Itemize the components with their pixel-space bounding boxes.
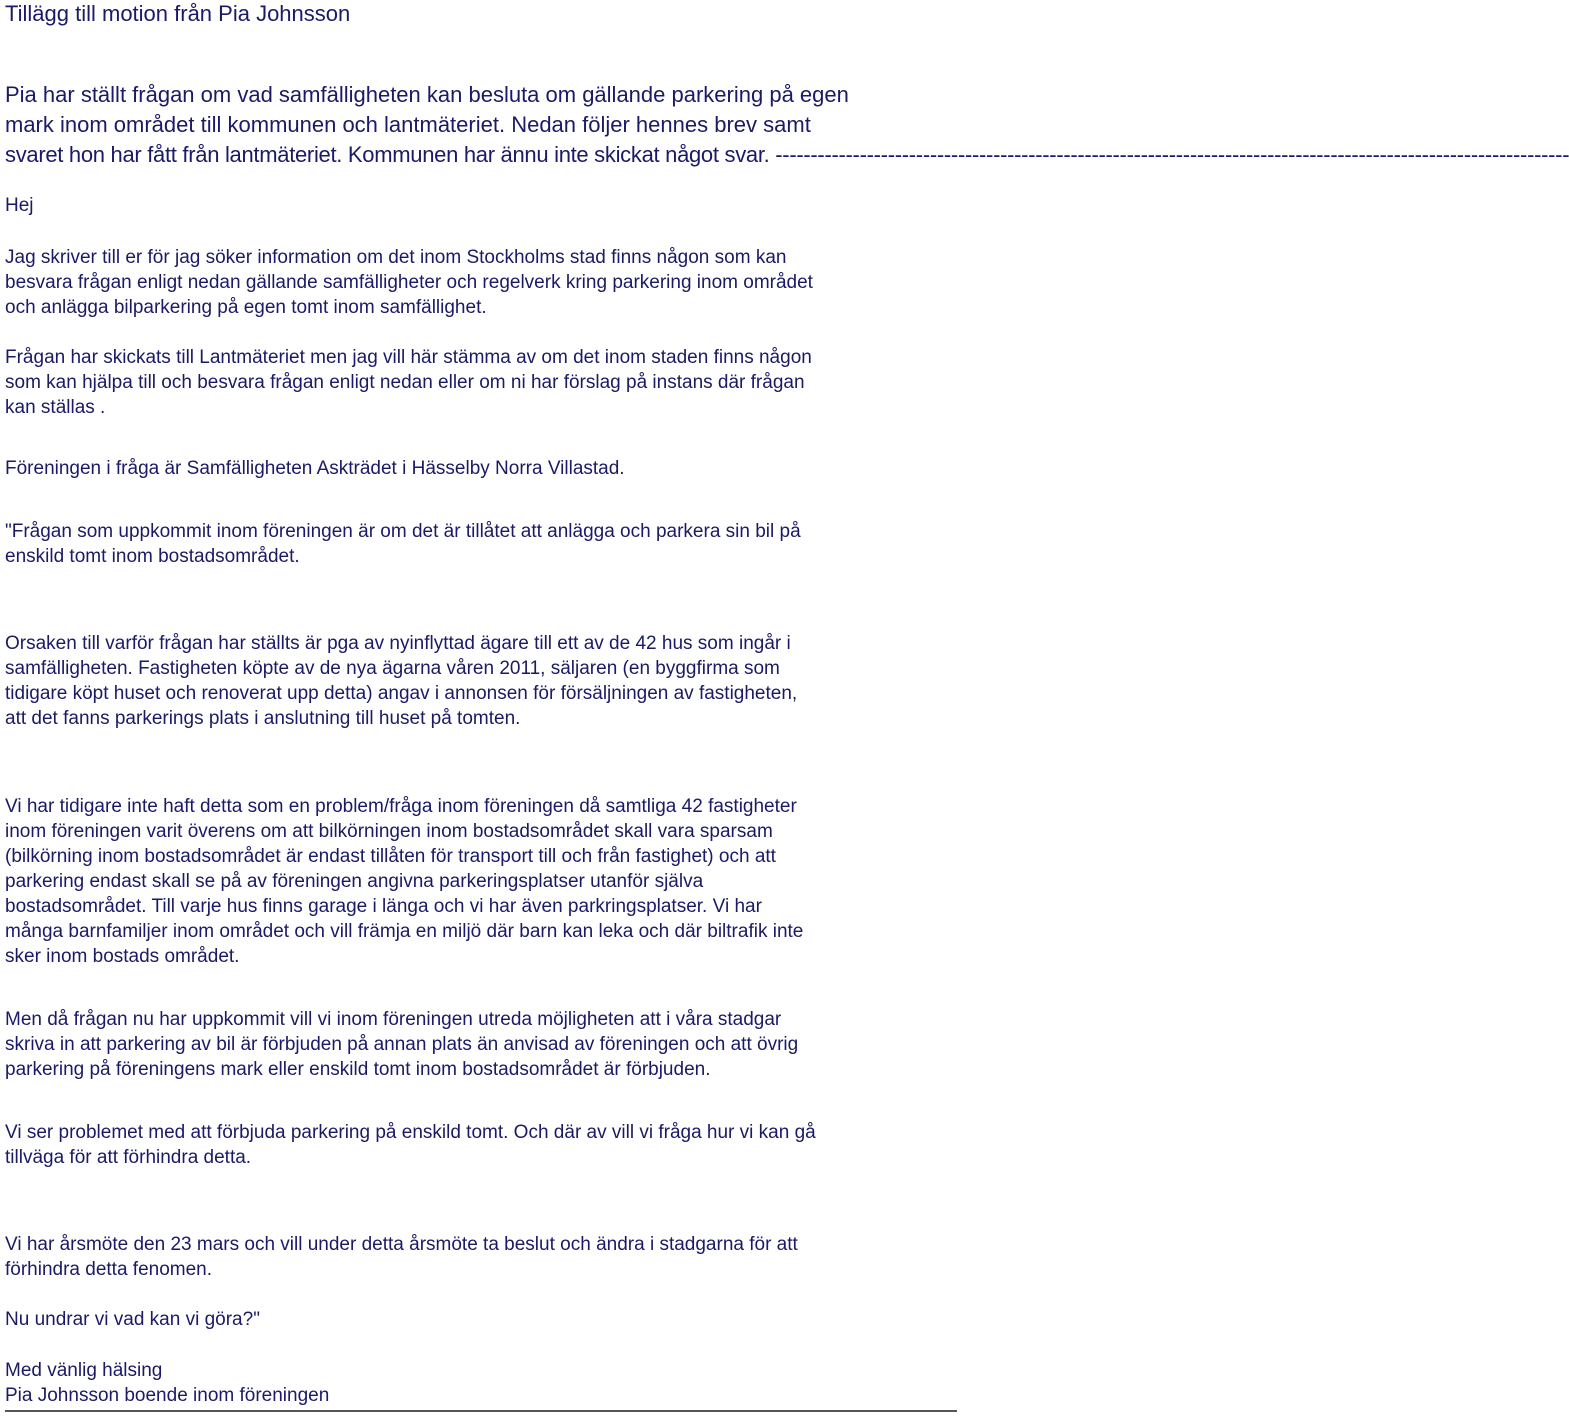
paragraph-line: att det fanns parkerings plats i anslutning till huset på tomten. [5, 708, 521, 729]
signature: Pia Johnsson boende inom föreningen [5, 1385, 330, 1406]
closing-block [5, 1358, 329, 1408]
paragraph-7 [5, 1007, 798, 1082]
paragraph-line: Jag skriver till er för jag söker information om det inom Stockholms stad finns någon som kan [5, 247, 787, 268]
paragraph-line: (bilkörning inom bostadsområdet är endast tillåten för transport till och från fastighet) och att [5, 846, 776, 867]
paragraph-line: besvara frågan enligt nedan gällande samfälligheter och regelverk kring parkering inom området [5, 272, 813, 293]
paragraph-line: "Frågan som uppkommit inom föreningen är om det är tillåtet att anlägga och parkera sin bil på [5, 521, 801, 542]
paragraph-line: Nu undrar vi vad kan vi göra?" [5, 1309, 260, 1330]
paragraph-4 [5, 519, 801, 569]
paragraph-10 [5, 1307, 260, 1332]
document-title: Tillägg till motion från Pia Johnsson [5, 1, 351, 26]
paragraph-8 [5, 1120, 816, 1170]
paragraph-line: enskild tomt inom bostadsområdet. [5, 546, 300, 567]
paragraph-line: och anlägga bilparkering på egen tomt inom samfällighet. [5, 297, 487, 318]
paragraph-line: Föreningen i fråga är Samfälligheten Askträdet i Hässelby Norra Villastad. [5, 458, 625, 479]
paragraph-3 [5, 456, 625, 481]
greeting: Hej [5, 195, 34, 216]
paragraph-line: parkering på föreningens mark eller enskild tomt inom bostadsområdet är förbjuden. [5, 1059, 711, 1080]
paragraph-line: Vi ser problemet med att förbjuda parkering på enskild tomt. Och där av vill vi fråga hur vi kan gå [5, 1122, 816, 1143]
paragraph-line: tidigare köpt huset och renoverat upp detta) angav i annonsen för försäljningen av fastigheten, [5, 683, 798, 704]
paragraph-line: sker inom bostads området. [5, 946, 240, 967]
paragraph-line: inom föreningen varit överens om att bilkörningen inom bostadsområdet skall vara sparsam [5, 821, 773, 842]
paragraph-line: parkering endast skall se på av föreningen angivna parkeringsplatser utanför själva [5, 871, 704, 892]
intro-line: Pia har ställt frågan om vad samfälligheten kan besluta om gällande parkering på egen [5, 82, 849, 107]
paragraph-line: förhindra detta fenomen. [5, 1259, 213, 1280]
intro-line-with-separator: svaret hon har fått från lantmäteriet. Kommunen har ännu inte skickat något svar. ----------------------------------------------------------------------------------------------------------------- [5, 142, 1569, 167]
paragraph-1 [5, 245, 813, 320]
paragraph-6 [5, 794, 803, 969]
paragraph-line: Vi har årsmöte den 23 mars och vill under detta årsmöte ta beslut och ändra i stadgarna för att [5, 1234, 798, 1255]
paragraph-line: kan ställas . [5, 397, 106, 418]
closing: Med vänlig hälsing [5, 1360, 163, 1381]
paragraph-9 [5, 1232, 798, 1282]
paragraph-line: som kan hjälpa till och besvara frågan enligt nedan eller om ni har förslag på instans där frågan [5, 372, 805, 393]
paragraph-line: Frågan har skickats till Lantmäteriet men jag vill här stämma av om det inom staden finns någon [5, 347, 812, 368]
paragraph-line: samfälligheten. Fastigheten köpte av de nya ägarna våren 2011, säljaren (en byggfirma som [5, 658, 780, 679]
paragraph-line: många barnfamiljer inom området och vill främja en miljö där barn kan leka och där biltrafik inte [5, 921, 804, 942]
paragraph-5 [5, 631, 797, 731]
intro-line: mark inom området till kommunen och lantmäteriet. Nedan följer hennes brev samt [5, 112, 811, 137]
intro-section [5, 80, 1569, 170]
paragraph-2 [5, 345, 812, 420]
paragraph-line: bostadsområdet. Till varje hus finns garage i länga och vi har även parkringsplatser. Vi har [5, 896, 762, 917]
paragraph-line: Vi har tidigare inte haft detta som en problem/fråga inom föreningen då samtliga 42 fastigheter [5, 796, 797, 817]
paragraph-line: Orsaken till varför frågan har ställts är pga av nyinflyttad ägare till ett av de 42 hus som ingår i [5, 633, 791, 654]
paragraph-line: tillväga för att förhindra detta. [5, 1147, 252, 1168]
paragraph-line: Men då frågan nu har uppkommit vill vi inom föreningen utreda möjligheten att i våra stadgar [5, 1009, 782, 1030]
bottom-rule [5, 1410, 957, 1412]
paragraph-line: skriva in att parkering av bil är förbjuden på annan plats än anvisad av föreningen och att övrig [5, 1034, 799, 1055]
